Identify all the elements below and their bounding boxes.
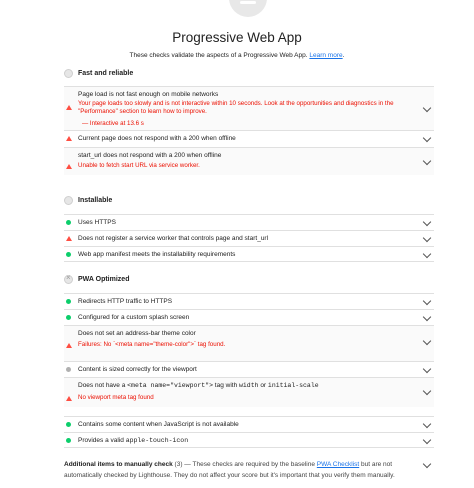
audit-row-redirects-https[interactable]: Redirects HTTP traffic to HTTPS	[64, 293, 434, 309]
fail-icon	[66, 343, 72, 348]
audit-row-splash-screen[interactable]: Configured for a custom splash screen	[64, 309, 434, 325]
audit-row-service-worker[interactable]: Does not register a service worker that controls page and start_url	[64, 230, 434, 246]
group-header-pwa-optimized: × PWA Optimized	[64, 272, 434, 286]
chevron-down-icon[interactable]	[423, 420, 431, 428]
audit-row-offline-200[interactable]: Current page does not respond with a 200 when offline	[64, 130, 434, 147]
fail-icon	[66, 236, 72, 241]
audit-row-start-url-offline[interactable]: start_url does not respond with a 200 when offline Unable to fetch start URL via service worker.	[64, 147, 434, 175]
chevron-down-icon[interactable]	[423, 337, 431, 345]
chevron-down-icon[interactable]	[423, 387, 431, 395]
group-badge-icon	[64, 196, 73, 205]
audit-row-load-fast[interactable]: Page load is not fast enough on mobile networks Your page loads too slowly and is not interactive within 10 seconds. Look at the opportunities and diagnostics in the "Performance" section to learn how to improve. — Interactive at 13.6 s	[64, 86, 434, 130]
chevron-down-icon[interactable]	[423, 436, 431, 444]
chevron-down-icon[interactable]	[423, 365, 431, 373]
audit-row-apple-touch-icon[interactable]: Provides a valid apple-touch-icon	[64, 432, 434, 448]
fail-icon	[66, 136, 72, 141]
chevron-down-icon[interactable]	[423, 157, 431, 165]
manual-checks-section[interactable]: Additional items to manually check (3) — These checks are required by the baseline PWA Checklist but are not automatically checked by Lighthouse. They do not affect your score but it's important that you verify them manually.	[64, 461, 395, 479]
category-description: These checks validate the aspects of a Progressive Web App. Learn more.	[129, 52, 345, 59]
group-header-installable: Installable	[64, 193, 434, 207]
fail-icon	[66, 105, 72, 110]
chevron-down-icon[interactable]	[423, 218, 431, 226]
audit-row-noscript-content[interactable]: Contains some content when JavaScript is not available	[64, 416, 434, 432]
fail-icon	[66, 396, 72, 401]
audit-row-https[interactable]: Uses HTTPS	[64, 214, 434, 230]
pass-icon	[66, 252, 71, 257]
chevron-down-icon[interactable]	[423, 297, 431, 305]
fail-icon	[66, 164, 72, 169]
informative-icon	[66, 367, 71, 372]
pass-icon	[66, 438, 71, 443]
audit-row-viewport-meta[interactable]: Does not have a <meta name="viewport"> tag with width or initial-scale No viewport meta tag found	[64, 377, 434, 407]
group-badge-icon	[64, 69, 73, 78]
pass-icon	[66, 299, 71, 304]
pwa-checklist-link[interactable]: PWA Checklist	[316, 461, 360, 468]
group-header-fast-reliable: Fast and reliable	[64, 66, 434, 80]
pwa-badge-icon	[229, 0, 267, 17]
pass-icon	[66, 220, 71, 225]
page-title: Progressive Web App	[172, 30, 302, 45]
learn-more-link[interactable]: Learn more	[309, 52, 343, 59]
group-badge-icon	[64, 275, 73, 284]
chevron-down-icon[interactable]	[423, 313, 431, 321]
audit-row-theme-color[interactable]: Does not set an address-bar theme color Failures: No `<meta name="theme-color">` tag found.	[64, 325, 434, 361]
chevron-down-icon[interactable]	[423, 104, 431, 112]
chevron-down-icon[interactable]	[423, 460, 431, 468]
chevron-down-icon[interactable]	[423, 134, 431, 142]
pass-icon	[66, 315, 71, 320]
chevron-down-icon[interactable]	[423, 234, 431, 242]
audit-row-manifest[interactable]: Web app manifest meets the installability requirements	[64, 246, 434, 262]
pass-icon	[66, 422, 71, 427]
chevron-down-icon[interactable]	[423, 250, 431, 258]
audit-row-viewport-sizing[interactable]: Content is sized correctly for the viewport	[64, 361, 434, 377]
